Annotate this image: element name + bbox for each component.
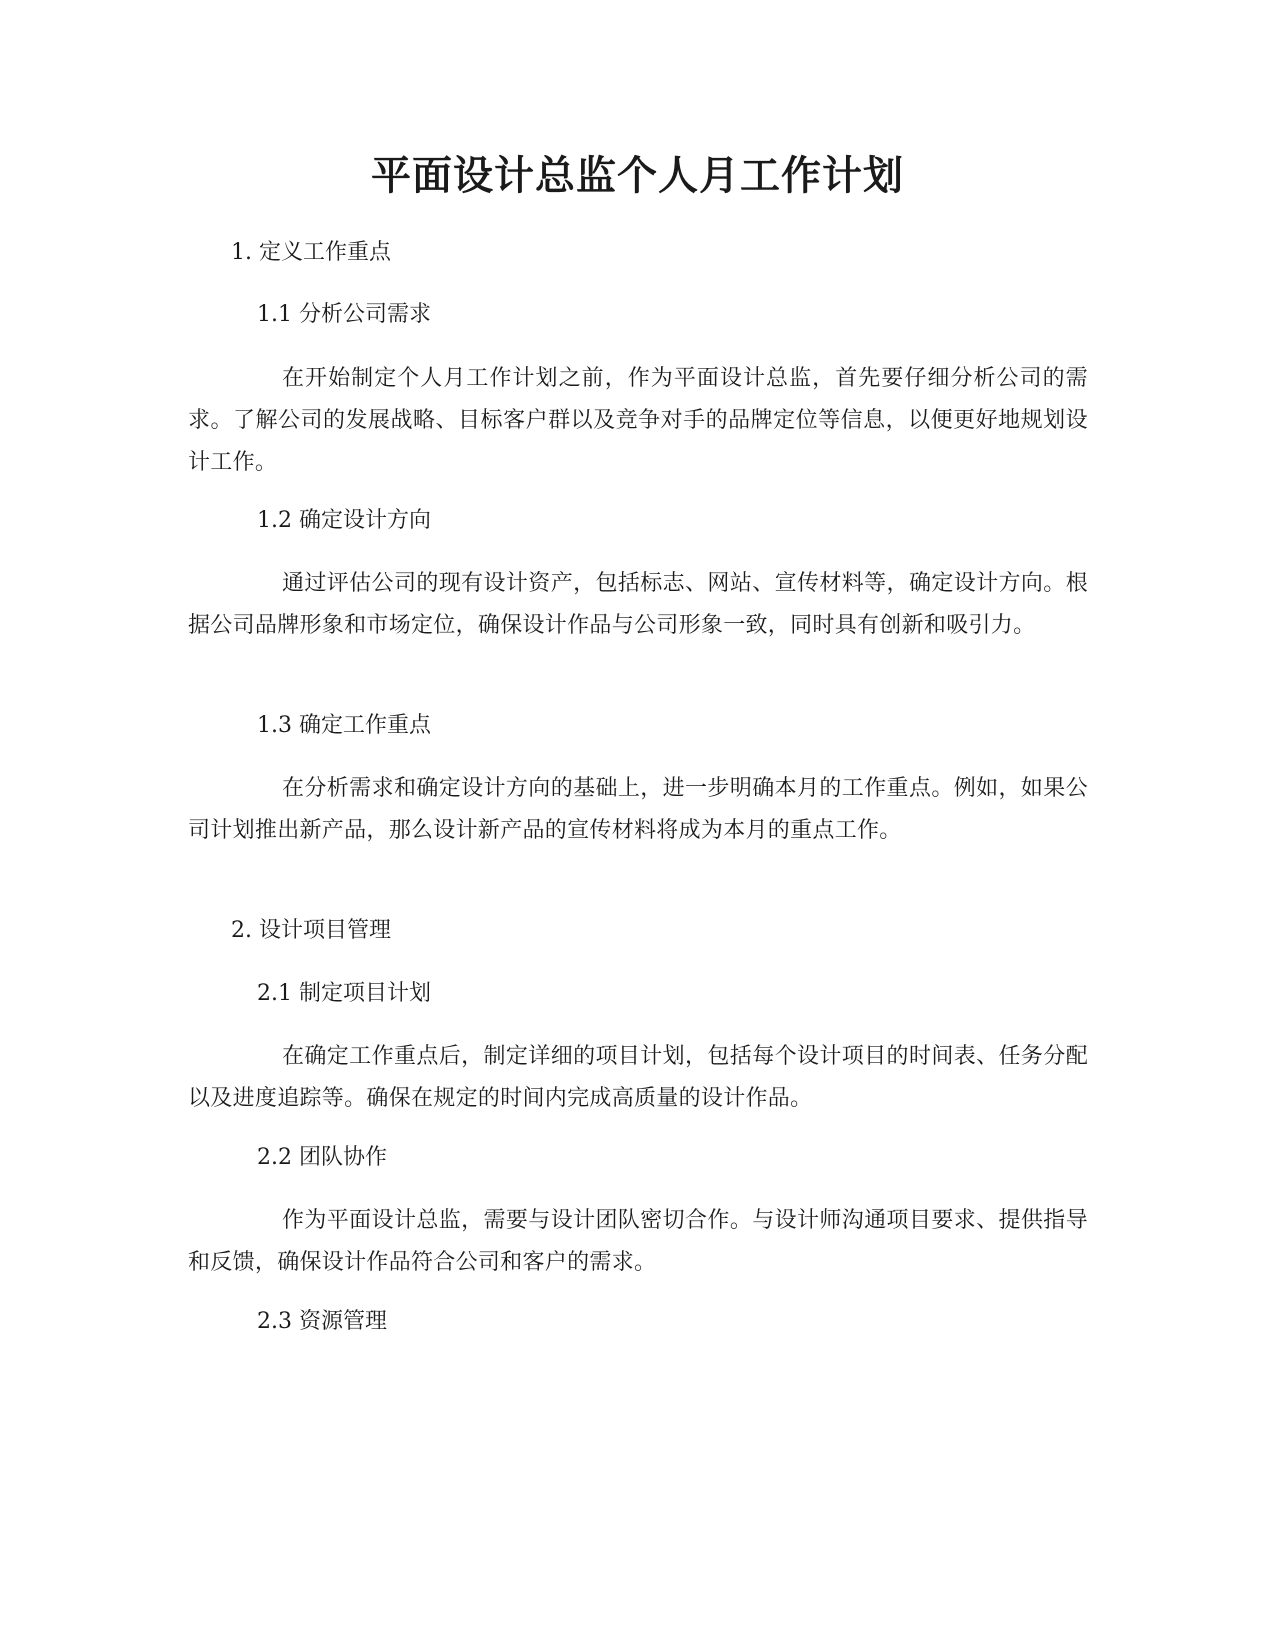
paragraph-1-1: 在开始制定个人月工作计划之前，作为平面设计总监，首先要仔细分析公司的需求。了解公司的发展战略、目标客户群以及竞争对手的品牌定位等信息，以便更好地规划设计工作。 bbox=[188, 366, 1088, 475]
subsection-heading-1-1: 1.1 分析公司需求 bbox=[257, 302, 431, 327]
paragraph-2-2: 作为平面设计总监，需要与设计团队密切合作。与设计师沟通项目要求、提供指导和反馈，确保设计作品符合公司和客户的需求。 bbox=[188, 1208, 1088, 1275]
section-heading-1: 1. 定义工作重点 bbox=[231, 240, 391, 265]
section-heading-2: 2. 设计项目管理 bbox=[231, 918, 391, 943]
subsection-heading-1-3: 1.3 确定工作重点 bbox=[257, 713, 431, 738]
paragraph-1-3: 在分析需求和确定设计方向的基础上，进一步明确本月的工作重点。例如，如果公司计划推出新产品，那么设计新产品的宣传材料将成为本月的重点工作。 bbox=[188, 776, 1088, 843]
paragraph-2-1: 在确定工作重点后，制定详细的项目计划，包括每个设计项目的时间表、任务分配以及进度追踪等。确保在规定的时间内完成高质量的设计作品。 bbox=[188, 1044, 1088, 1111]
subsection-heading-2-3: 2.3 资源管理 bbox=[257, 1309, 387, 1334]
subsection-heading-2-2: 2.2 团队协作 bbox=[257, 1145, 387, 1170]
paragraph-1-2: 通过评估公司的现有设计资产，包括标志、网站、宣传材料等，确定设计方向。根据公司品牌形象和市场定位，确保设计作品与公司形象一致，同时具有创新和吸引力。 bbox=[188, 571, 1088, 638]
subsection-heading-1-2: 1.2 确定设计方向 bbox=[257, 508, 431, 533]
document-title: 平面设计总监个人月工作计划 bbox=[371, 153, 904, 199]
subsection-heading-2-1: 2.1 制定项目计划 bbox=[257, 981, 431, 1006]
